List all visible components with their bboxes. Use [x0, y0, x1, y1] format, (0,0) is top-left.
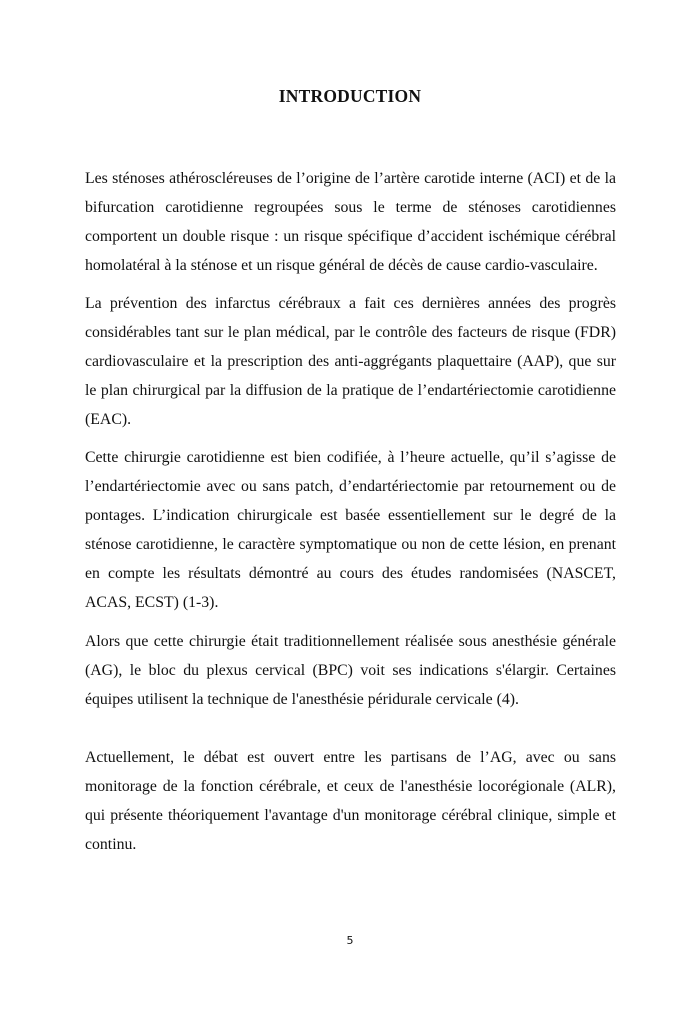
paragraph-anesthesie: Alors que cette chirurgie était traditionnellement réalisée sous anesthésie générale (AG), le bloc du plexus cervical (BPC) voit ses indications s'élargir. Certaines équipes utilisent la technique de l'anesthésie péridurale cervicale (4).: [85, 633, 616, 708]
paragraph-debat: Actuellement, le débat est ouvert entre les partisans de l’AG, avec ou sans monitorage de la fonction cérébrale, et ceux de l'anesthésie locorégionale (ALR), qui présente théoriquement l'avantage d'un monitorage cérébral clinique, simple et continu.: [85, 749, 616, 853]
paragraph-stenoses: Les sténoses athéroscléreuses de l’origine de l’artère carotide interne (ACI) et de la bifurcation carotidienne regroupées sous le terme de sténoses carotidiennes comportent un double risque : un risque spécifique d’accident ischémique cérébral homolatéral à la sténose et un risque général de décès de cause cardio-vasculaire.: [85, 170, 616, 274]
paragraph-prevention: La prévention des infarctus cérébraux a fait ces dernières années des progrès considérables tant sur le plan médical, par le contrôle des facteurs de risque (FDR) cardiovasculaire et la prescription des anti-aggrégants plaquettaire (AAP), que sur le plan chirurgical par la diffusion de la pratique de l’endartériectomie carotidienne (EAC).: [85, 295, 616, 428]
paragraph-chirurgie: Cette chirurgie carotidienne est bien codifiée, à l’heure actuelle, qu’il s’agisse de l’endartériectomie avec ou sans patch, d’endartériectomie par retournement ou de pontages. L’indication chirurgicale est basée essentiellement sur le degré de la sténose carotidienne, le caractère symptomatique ou non de cette lésion, en prenant en compte les résultats démontré au cours des études randomisées (NASCET, ACAS, ECST) (1-3).: [85, 449, 616, 611]
document-body: [85, 164, 616, 859]
page-number: 5: [346, 934, 354, 947]
page-title: INTRODUCTION: [278, 86, 422, 106]
